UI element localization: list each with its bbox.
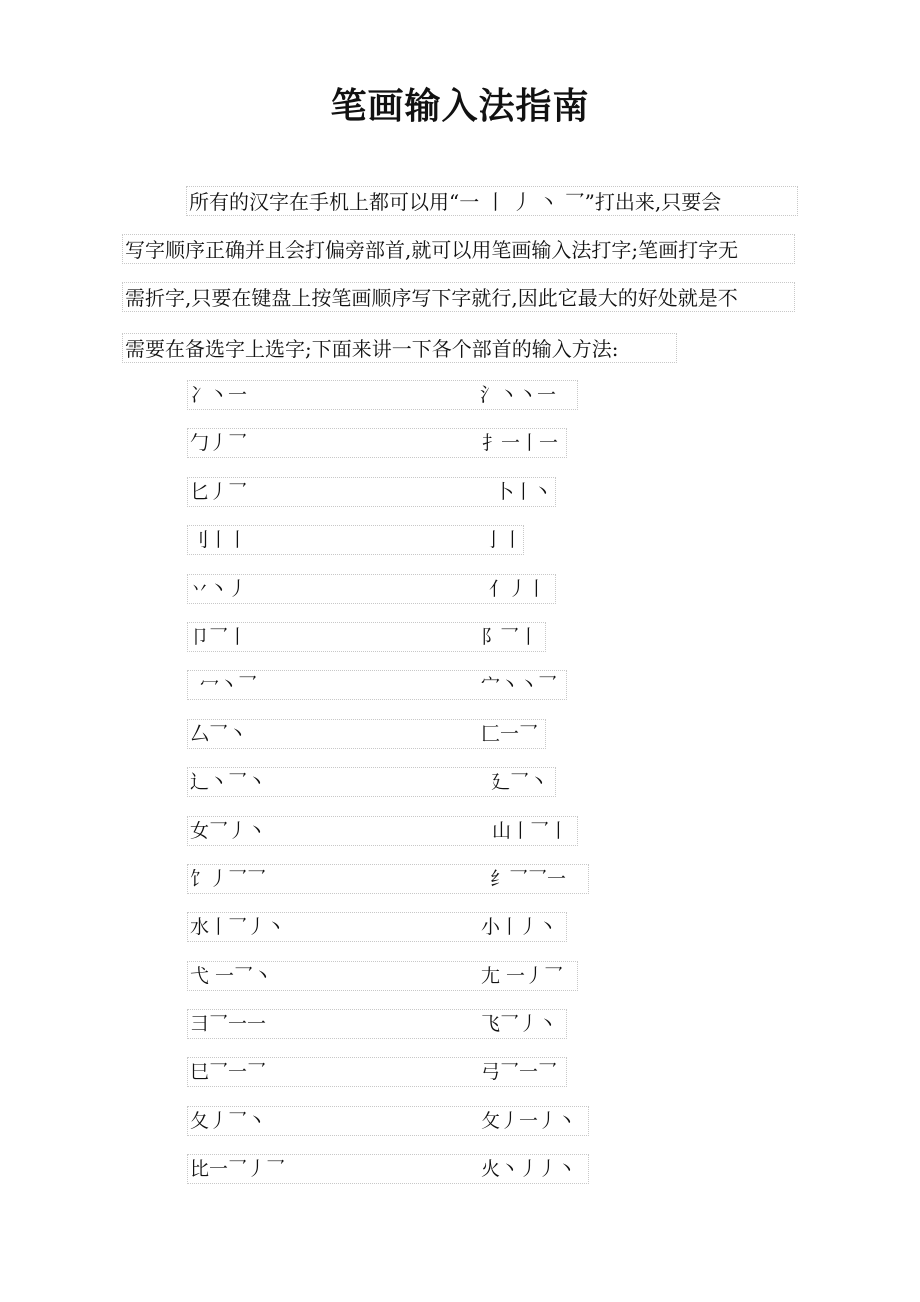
radical-right: 扌一丨一 — [482, 432, 559, 455]
intro-line-1: 所有的汉字在手机上都可以用“一 丨 丿 丶 乛”打出来,只要会 — [186, 186, 798, 216]
radical-list — [187, 380, 589, 1203]
radical-right: 匚一乛 — [481, 722, 539, 745]
radical-left: 冖丶乛 — [200, 674, 258, 697]
radical-right: 飞乛丿丶 — [481, 1013, 558, 1036]
radical-left: 丷丶丿 — [190, 577, 248, 600]
radical-left: 勹丿乛 — [190, 432, 248, 455]
radical-right: 氵丶丶一 — [480, 384, 557, 406]
radical-right: 小丨丿丶 — [481, 916, 558, 939]
radical-left: 彐乛一一 — [190, 1013, 267, 1036]
radical-right: 亻丿丨 — [489, 577, 547, 600]
radical-row — [187, 767, 556, 797]
radical-left: 水丨乛丿丶 — [190, 916, 286, 939]
radical-right: 攵丿一丿丶 — [481, 1109, 577, 1132]
radical-right: 纟乛乛一 — [490, 867, 567, 890]
radical-left: 刂丨丨 — [190, 529, 248, 552]
radical-left: 厶乛丶 — [190, 722, 248, 745]
radical-row — [187, 816, 578, 846]
radical-right: 亅丨 — [484, 529, 523, 552]
radical-row — [187, 525, 524, 555]
radical-left: 冫丶一 — [190, 384, 248, 406]
radical-left: 匕丿乛 — [190, 480, 248, 503]
radical-right: 尢 一丿乛 — [481, 964, 564, 987]
radical-row — [187, 574, 556, 604]
radical-row — [187, 380, 578, 410]
radical-row — [187, 912, 567, 942]
radical-row — [187, 670, 567, 700]
intro-line-3: 需折字,只要在键盘上按笔画顺序写下字就行,因此它最大的好处就是不 — [122, 282, 795, 312]
radical-row — [187, 864, 589, 894]
intro-line-4: 需要在备选字上选字;下面来讲一下各个部首的输入方法: — [122, 333, 677, 363]
radical-right: 山丨乛丨 — [492, 819, 569, 842]
radical-row — [187, 477, 556, 507]
radical-right: 阝乛丨 — [481, 625, 539, 648]
radical-right: 火丶丿丿丶 — [481, 1158, 577, 1181]
page-title: 笔画输入法指南 — [330, 86, 590, 127]
radical-row — [187, 428, 567, 458]
radical-left: 卩乛丨 — [190, 625, 248, 648]
radical-right: 宀丶丶乛 — [481, 674, 558, 697]
radical-left: 比一乛丿乛 — [190, 1158, 286, 1181]
radical-left: 辶丶乛丶 — [190, 771, 267, 794]
radical-row — [187, 719, 546, 749]
radical-row — [187, 1154, 589, 1184]
radical-row — [187, 1009, 567, 1039]
radical-left: 弋 一乛丶 — [190, 964, 273, 987]
radical-left: 女乛丿丶 — [190, 819, 267, 842]
radical-row — [187, 1106, 589, 1136]
radical-left: 巳乛一乛 — [190, 1061, 267, 1084]
radical-row — [187, 1057, 567, 1087]
radical-right: 弓乛一乛 — [481, 1061, 558, 1084]
intro-line-2: 写字顺序正确并且会打偏旁部首,就可以用笔画输入法打字;笔画打字无 — [122, 234, 795, 264]
radical-left: 夂丿乛丶 — [190, 1109, 267, 1132]
radical-right: 卜丨丶 — [495, 480, 553, 503]
radical-row — [187, 961, 578, 991]
radical-right: 廴乛丶 — [491, 771, 549, 794]
radical-row — [187, 622, 546, 652]
radical-left: 饣丿乛乛 — [190, 867, 267, 890]
